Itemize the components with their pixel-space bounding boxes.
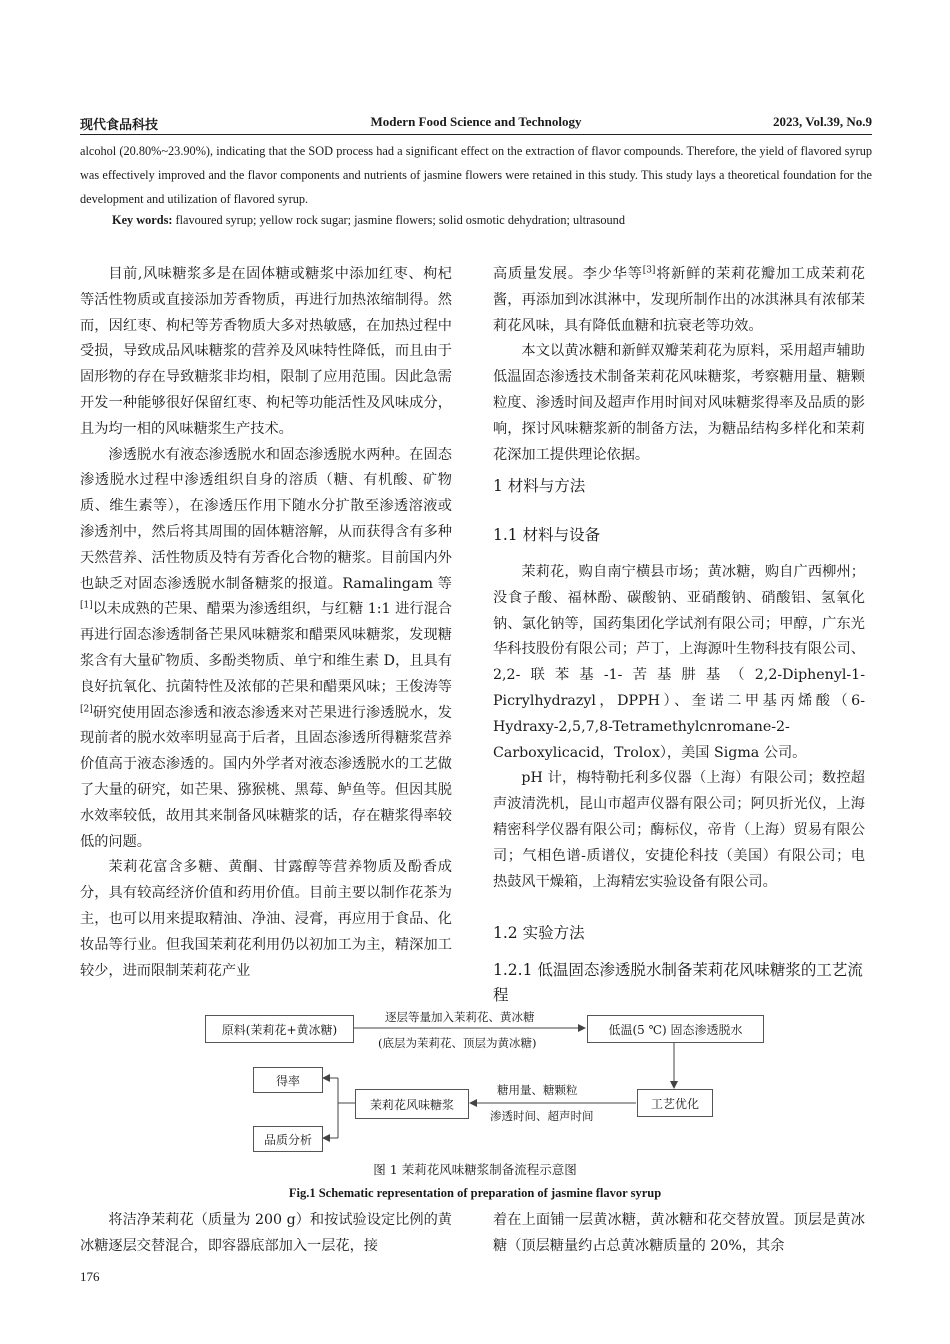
flow-label: 逐层等量加入茉莉花、黄冰糖 — [385, 1010, 535, 1024]
box-process-optimization: 工艺优化 — [637, 1089, 713, 1117]
keywords-text: flavoured syrup; yellow rock sugar; jasmine flowers; solid osmotic dehydration; ultrasound — [175, 213, 625, 227]
page-number: 176 — [80, 1269, 100, 1284]
citation-ref: [3] — [642, 265, 656, 276]
box-raw-material: 原料(茉莉花+黄冰糖) — [205, 1015, 354, 1043]
paragraph: 目前,风味糖浆多是在固体糖或糖浆中添加红枣、枸杞等活性物质或直接添加芳香物质，再进行加热浓缩制得。然而，因红枣、枸杞等芳香物质大多对热敏感，在加热过程中受损，导致成品风味糖浆的营养及风味特性降低，而且由于固形物的存在导致糖浆非均相，限制了应用范围。因此急需开发一种能够很好保留红枣、枸杞等功能活性及风味成分，且为均一相的风味糖浆生产技术。 — [80, 266, 452, 437]
box-osmotic-dehydration: 低温(5 ℃) 固态渗透脱水 — [587, 1015, 764, 1043]
left-column — [80, 262, 452, 984]
issue-info: 2023, Vol.39, No.9 — [773, 114, 872, 129]
citation-ref: [2] — [80, 703, 93, 714]
bottom-left-text — [80, 1208, 452, 1260]
flowchart-figure — [200, 1010, 760, 1160]
paragraph: 着在上面铺一层黄冰糖，黄冰糖和花交替放置。顶层是黄冰糖（顶层糖量约占总黄冰糖质量的 20%，其余 — [493, 1212, 865, 1254]
flow-label: 糖用量、糖颗粒 — [497, 1083, 578, 1097]
figure-caption-en: Fig.1 Schematic representation of preparation of jasmine flavor syrup — [288, 1186, 662, 1200]
figure-caption-cn: 图 1 茉莉花风味糖浆制备流程示意图 — [373, 1162, 577, 1177]
bottom-right-text — [493, 1208, 865, 1260]
subsection-heading: 1.2 实验方法 — [493, 924, 585, 942]
keywords-label: Key words: — [112, 213, 173, 227]
journal-name-en: Modern Food Science and Technology — [370, 114, 582, 129]
materials-text — [493, 560, 865, 895]
keywords — [112, 213, 872, 228]
paragraph: 本文以黄冰糖和新鲜双瓣茉莉花为原料，采用超声辅助低温固态渗透技术制备茉莉花风味糖浆，考察糖用量、糖颗粒度、渗透时间及超声作用时间对风味糖浆得率及品质的影响，探讨风味糖浆新的制备方法，为糖品结构多样化和茉莉花深加工提供理论依据。 — [493, 343, 865, 463]
paragraph: 渗透脱水有液态渗透脱水和固态渗透脱水两种。在固态渗透脱水过程中渗透组织自身的溶质（糖、有机酸、矿物质、维生素等），在渗透压作用下随水分扩散至渗透溶液或渗透剂中，然后将其周围的固体糖溶解，从而获得含有多种天然营养、活性物质及特有芳香化合物的糖浆。目前国内外也缺乏对固态渗透脱水制备糖浆的报道。Ramalingam 等[1]以未成熟的芒果、醋栗为渗透组织，与红糖 1:1 进行混合再进行固态渗透制备芒果风味糖浆和醋栗风味糖浆，发现糖浆含有大量矿物质、多酚类物质、单宁和维生素 D，且具有良好抗氧化、抗菌特性及浓郁的芒果和醋栗风味；王俊涛等[2]研究使用固态渗透和液态渗透来对芒果进行渗透脱水，发现前者的脱水效率明显高于后者，且固态渗透所得糖浆营养价值高于液态渗透的。国内外学者对液态渗透脱水的工艺做了大量的研究，如芒果、猕猴桃、黑莓、鲈鱼等。但因其脱水效率较低，故用其来制备风味糖浆的话，存在糖浆得率较低的问题。 — [80, 446, 452, 850]
flow-label: (底层为茉莉花、顶层为黄冰糖) — [378, 1036, 537, 1050]
paragraph: 茉莉花，购自南宁横县市场；黄冰糖，购自广西柳州；没食子酸、福林酚、碳酸钠、亚硝酸钠、硝酸铝、氢氧化钠、氯化钠等，国药集团化学试剂有限公司；甲醇，广东光华科技股份有限公司；芦丁，上海源叶生物科技有限公司、2,2-联苯基-1-苦基肼基（2,2-Diphenyl-1-Picrylhydrazyl，DPPH）、奎诺二甲基丙烯酸（6-Hydraxy-2,5,7,8-Tetramethylcnromane-2-Carboxylicacid，Trolox），美国 Sigma 公司。 — [493, 564, 865, 761]
paragraph: pH 计，梅特勒托利多仪器（上海）有限公司；数控超声波清洗机，昆山市超声仪器有限公司；阿贝折光仪，上海精密科学仪器有限公司；酶标仪，帝肯（上海）贸易有限公司；气相色谱-质谱仪，安捷伦科技（美国）有限公司；电热鼓风干燥箱，上海精宏实验设备有限公司。 — [493, 770, 865, 890]
subsubsection-heading: 1.2.1 低温固态渗透脱水制备茉莉花风味糖浆的工艺流程 — [493, 961, 863, 1004]
flow-label: 渗透时间、超声时间 — [490, 1109, 594, 1123]
paragraph: 高质量发展。李少华等[3]将新鲜的茉莉花瓣加工成茉莉花酱，再添加到冰淇淋中，发现所制作出的冰淇淋具有浓郁茉莉花风味，具有降低血糖和抗衰老等功效。 — [493, 265, 865, 334]
box-jasmine-syrup: 茉莉花风味糖浆 — [355, 1089, 469, 1119]
section-heading: 1 材料与方法 — [493, 477, 586, 495]
box-quality-analysis: 品质分析 — [253, 1126, 323, 1152]
box-yield: 得率 — [253, 1067, 323, 1093]
running-header — [80, 114, 872, 134]
right-column-top — [493, 262, 865, 468]
header-rule — [80, 134, 872, 135]
abstract-tail: alcohol (20.80%~23.90%), indicating that the SOD process had a significant effect on the extraction of flavor compounds. Therefore, the yield of flavored syrup was effectively improved and the flavor components and nutrients of jasmine flowers were retained in this study. This study lays a theoretical foundation for the development and utilization of flavored syrup. — [80, 144, 872, 206]
citation-ref: [1] — [80, 600, 93, 611]
paragraph: 茉莉花富含多糖、黄酮、甘露醇等营养物质及酚香成分，具有较高经济价值和药用价值。目前主要以制作花茶为主，也可以用来提取精油、净油、浸膏，再应用于食品、化妆品等行业。但我国茉莉花利用仍以初加工为主，精深加工较少，进而限制茉莉花产业 — [80, 859, 452, 979]
paragraph: 将洁净茉莉花（质量为 200 g）和按试验设定比例的黄冰糖逐层交替混合，即容器底部加入一层花，接 — [80, 1212, 452, 1254]
journal-name-cn: 现代食品科技 — [80, 117, 159, 132]
subsection-heading: 1.1 材料与设备 — [493, 526, 601, 544]
